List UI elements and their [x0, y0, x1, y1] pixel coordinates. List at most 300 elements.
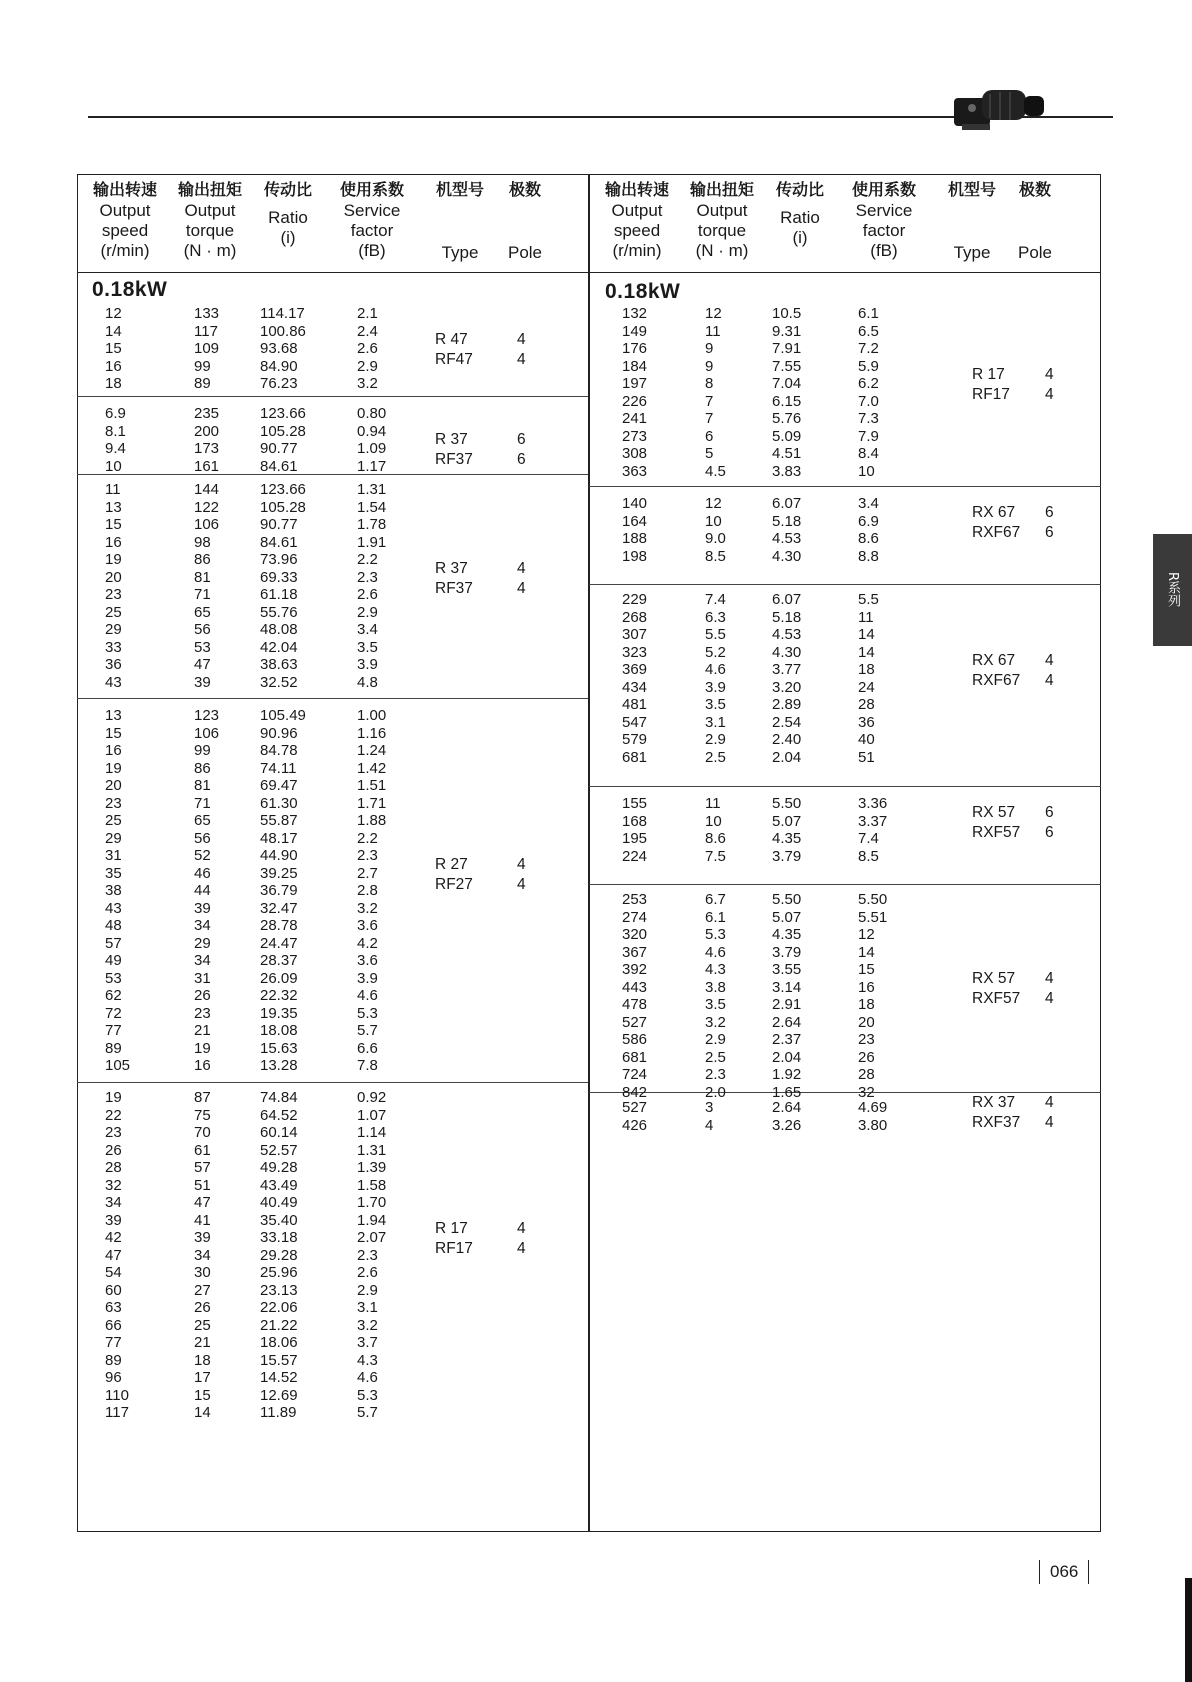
service-factor-cell: 1.88: [357, 812, 387, 829]
model-type-label: RX 37: [972, 1093, 1016, 1111]
service-factor-cell: 8.8: [858, 547, 879, 565]
pole-count-label: 4: [517, 855, 526, 873]
service-factor-cell: 23: [858, 1031, 875, 1048]
output-torque-cell: 6.3: [705, 608, 726, 626]
output-speed-cell: 308: [622, 445, 648, 462]
ratio-cell: 4.51: [772, 445, 802, 462]
output-torque-cell: 6.1: [705, 908, 726, 926]
output-speed-cell: 226: [622, 392, 648, 410]
output-speed-cell: 241: [622, 410, 648, 427]
ratio-cell: 43.49: [260, 1176, 298, 1194]
series-side-tab: R系列: [1153, 534, 1192, 646]
header-label-en: Pole: [507, 243, 543, 262]
table-row: [589, 608, 1101, 627]
output-torque-cell: 70: [194, 1124, 211, 1141]
table-row: [77, 811, 588, 830]
header-label-en: Type: [441, 243, 479, 262]
pole-count-label: 6: [517, 431, 526, 449]
service-factor-cell: 26: [858, 1048, 875, 1066]
output-speed-cell: 14: [105, 322, 122, 340]
table-row: [589, 427, 1101, 446]
ratio-cell: 61.18: [260, 586, 298, 603]
ratio-cell: 84.61: [260, 457, 298, 475]
ratio-cell: 26.09: [260, 969, 298, 987]
output-speed-cell: 54: [105, 1264, 122, 1281]
output-speed-cell: 62: [105, 987, 122, 1004]
service-factor-cell: 3.2: [357, 375, 378, 392]
spec-group: [77, 290, 588, 397]
ratio-cell: 5.09: [772, 427, 802, 445]
ratio-cell: 11.89: [260, 1404, 297, 1421]
service-factor-cell: 1.58: [357, 1176, 387, 1194]
ratio-cell: 73.96: [260, 551, 298, 568]
output-torque-cell: 34: [194, 1246, 211, 1264]
ratio-cell: 15.63: [260, 1039, 298, 1057]
spec-group: [589, 884, 1101, 1101]
header-label-en: torque: [697, 221, 747, 240]
output-speed-cell: 19: [105, 759, 122, 777]
header-label-cn: 机型号: [947, 180, 996, 199]
ratio-cell: 5.76: [772, 410, 802, 427]
table-row: [589, 304, 1101, 323]
output-speed-cell: 15: [105, 724, 122, 742]
output-torque-cell: 15: [194, 1386, 211, 1404]
table-row: [77, 480, 588, 499]
model-type-label: RXF57: [972, 989, 1021, 1007]
output-torque-cell: 235: [194, 405, 220, 422]
table-row: [77, 638, 588, 657]
service-factor-cell: 4.6: [357, 987, 378, 1004]
output-torque-cell: 3.8: [705, 978, 726, 996]
output-torque-cell: 57: [194, 1159, 211, 1176]
output-torque-cell: 21: [194, 1334, 211, 1351]
ratio-cell: 7.55: [772, 357, 802, 375]
ratio-cell: 64.52: [260, 1106, 298, 1124]
ratio-cell: 4.30: [772, 547, 802, 565]
output-speed-cell: 6.9: [105, 405, 126, 422]
output-torque-cell: 5.2: [705, 643, 726, 661]
header-label-cn: 传动比: [263, 180, 312, 199]
output-speed-cell: 724: [622, 1066, 648, 1083]
output-speed-cell: 117: [105, 1404, 129, 1421]
output-torque-cell: 44: [194, 882, 211, 899]
ratio-cell: 2.91: [772, 996, 802, 1013]
output-torque-cell: 89: [194, 375, 211, 392]
service-factor-cell: 4.3: [357, 1351, 378, 1369]
ratio-cell: 33.18: [260, 1229, 298, 1246]
service-factor-cell: 2.7: [357, 864, 378, 882]
ratio-cell: 69.33: [260, 568, 298, 586]
output-speed-cell: 96: [105, 1369, 122, 1386]
table-row: [589, 829, 1101, 848]
output-torque-cell: 17: [194, 1369, 211, 1386]
header-cell: [767, 180, 833, 248]
pole-count-label: 4: [1045, 366, 1054, 384]
ratio-cell: 35.40: [260, 1211, 298, 1229]
output-torque-cell: 4.6: [705, 943, 726, 961]
table-row: [589, 978, 1101, 997]
service-factor-cell: 4.8: [357, 673, 378, 691]
output-speed-cell: 23: [105, 794, 122, 812]
service-factor-cell: 1.31: [357, 1141, 387, 1159]
output-speed-cell: 224: [622, 847, 648, 865]
ratio-cell: 32.52: [260, 673, 298, 691]
output-speed-cell: 89: [105, 1351, 122, 1369]
header-cell: [839, 180, 929, 261]
output-speed-cell: 369: [622, 661, 648, 678]
ratio-cell: 12.69: [260, 1386, 298, 1404]
header-cell: [599, 180, 675, 261]
model-type-label: R 37: [435, 431, 468, 449]
table-row: [589, 374, 1101, 393]
service-factor-cell: 8.6: [858, 530, 879, 547]
output-torque-cell: 4: [705, 1116, 714, 1134]
left-table-header: [77, 174, 588, 273]
ratio-cell: 23.13: [260, 1281, 298, 1299]
table-row: [589, 748, 1101, 767]
output-torque-cell: 86: [194, 551, 211, 568]
ratio-cell: 84.78: [260, 742, 298, 759]
ratio-cell: 18.08: [260, 1022, 298, 1039]
output-speed-cell: 43: [105, 673, 122, 691]
output-speed-cell: 57: [105, 934, 122, 952]
output-torque-cell: 5: [705, 445, 714, 462]
service-factor-cell: 5.5: [858, 591, 879, 608]
ratio-cell: 74.11: [260, 759, 297, 777]
output-speed-cell: 77: [105, 1334, 122, 1351]
service-factor-cell: 2.9: [357, 1281, 378, 1299]
ratio-cell: 2.64: [772, 1099, 802, 1116]
table-row: [77, 1386, 588, 1405]
table-row: [77, 322, 588, 341]
output-torque-cell: 99: [194, 357, 211, 375]
header-cell: [87, 180, 163, 261]
header-label-en: Service: [855, 201, 913, 220]
output-speed-cell: 586: [622, 1031, 648, 1048]
left-panel: [77, 174, 588, 1532]
pole-count-label: 4: [1045, 1113, 1054, 1131]
pole-count-label: 6: [1045, 503, 1054, 521]
ratio-cell: 5.07: [772, 812, 802, 830]
service-factor-cell: 3.37: [858, 812, 888, 830]
ratio-cell: 39.25: [260, 864, 298, 882]
output-torque-cell: 3.1: [705, 713, 726, 731]
output-torque-cell: 41: [194, 1211, 211, 1229]
output-torque-cell: 123: [194, 707, 220, 724]
service-factor-cell: 28: [858, 1066, 875, 1083]
output-speed-cell: 579: [622, 731, 648, 748]
header-label-en: Ratio: [780, 208, 820, 227]
service-factor-cell: 1.54: [357, 498, 387, 516]
output-torque-cell: 3.5: [705, 696, 726, 713]
output-torque-cell: 19: [194, 1039, 211, 1057]
ratio-cell: 9.31: [772, 322, 802, 340]
model-type-label: R 37: [435, 559, 468, 577]
header-cell: [255, 180, 321, 248]
table-row: [77, 951, 588, 970]
ratio-cell: 3.20: [772, 678, 802, 696]
header-label-cn: 使用系数: [339, 180, 404, 199]
table-row: [77, 1403, 588, 1422]
output-speed-cell: 34: [105, 1194, 122, 1211]
table-row: [77, 1123, 588, 1142]
output-speed-cell: 49: [105, 952, 122, 969]
model-type-label: RF27: [435, 875, 473, 893]
pole-count-label: 4: [517, 559, 526, 577]
output-torque-cell: 2.5: [705, 1048, 726, 1066]
ratio-cell: 52.57: [260, 1141, 298, 1159]
output-torque-cell: 6: [705, 427, 714, 445]
table-row: [77, 1193, 588, 1212]
table-row: [589, 925, 1101, 944]
ratio-cell: 55.76: [260, 603, 298, 621]
output-torque-cell: 47: [194, 1194, 211, 1211]
table-row: [77, 969, 588, 988]
service-factor-cell: 1.70: [357, 1194, 387, 1211]
ratio-cell: 21.22: [260, 1316, 298, 1334]
service-factor-cell: 7.4: [858, 830, 879, 847]
header-label-en: Pole: [1017, 243, 1053, 262]
output-speed-cell: 60: [105, 1281, 122, 1299]
ratio-cell: 29.28: [260, 1246, 298, 1264]
output-speed-cell: 36: [105, 656, 122, 673]
output-torque-cell: 5.5: [705, 626, 726, 643]
ratio-cell: 38.63: [260, 656, 298, 673]
service-factor-cell: 1.78: [357, 516, 387, 533]
ratio-cell: 74.84: [260, 1089, 298, 1106]
ratio-cell: 40.49: [260, 1194, 298, 1211]
output-torque-cell: 81: [194, 568, 211, 586]
service-factor-cell: 5.7: [357, 1404, 378, 1421]
header-label-cn: 输出扭矩: [689, 180, 754, 199]
service-factor-cell: 7.2: [858, 340, 879, 357]
pole-count-label: 4: [1045, 1093, 1054, 1111]
service-factor-cell: 16: [858, 978, 875, 996]
table-row: [589, 695, 1101, 714]
output-speed-cell: 527: [622, 1099, 648, 1116]
ratio-cell: 90.77: [260, 516, 298, 533]
service-factor-cell: 2.07: [357, 1229, 387, 1246]
ratio-cell: 3.79: [772, 943, 802, 961]
model-type-label: RX 67: [972, 503, 1016, 521]
ratio-cell: 48.17: [260, 829, 298, 847]
pole-count-label: 4: [517, 875, 526, 893]
service-factor-cell: 1.17: [357, 457, 387, 475]
service-factor-cell: 2.2: [357, 551, 378, 568]
output-speed-cell: 184: [622, 357, 648, 375]
table-row: [77, 1281, 588, 1300]
pole-count-label: 4: [517, 1220, 526, 1238]
ratio-cell: 105.49: [260, 707, 306, 724]
output-speed-cell: 20: [105, 568, 122, 586]
header-label-en: (i): [792, 228, 808, 247]
output-speed-cell: 392: [622, 961, 648, 978]
ratio-cell: 1.65: [772, 1083, 802, 1101]
table-row: [589, 357, 1101, 376]
table-row: [589, 890, 1101, 909]
service-factor-cell: 2.9: [357, 357, 378, 375]
model-type-label: RX 67: [972, 652, 1016, 670]
table-row: [589, 908, 1101, 927]
output-torque-cell: 16: [194, 1057, 211, 1074]
table-row: [77, 1004, 588, 1023]
ratio-cell: 90.77: [260, 440, 298, 457]
model-type-label: RXF57: [972, 823, 1021, 841]
table-row: [77, 439, 588, 458]
table-row: [589, 713, 1101, 732]
output-speed-cell: 19: [105, 1089, 122, 1106]
output-torque-cell: 51: [194, 1176, 211, 1194]
output-torque-cell: 2.0: [705, 1083, 726, 1101]
output-speed-cell: 66: [105, 1316, 122, 1334]
output-speed-cell: 478: [622, 996, 648, 1013]
pole-count-label: 4: [517, 579, 526, 597]
output-speed-cell: 307: [622, 626, 648, 643]
output-torque-cell: 173: [194, 440, 220, 457]
service-factor-cell: 7.0: [858, 392, 879, 410]
service-factor-cell: 40: [858, 731, 875, 748]
model-type-label: R 17: [972, 366, 1005, 384]
service-factor-cell: 32: [858, 1083, 875, 1101]
model-type-label: R 17: [435, 1220, 468, 1238]
ratio-cell: 76.23: [260, 375, 298, 392]
output-torque-cell: 75: [194, 1106, 211, 1124]
service-factor-cell: 14: [858, 643, 875, 661]
output-torque-cell: 3: [705, 1099, 714, 1116]
service-factor-cell: 2.1: [357, 305, 378, 322]
model-type-label: RXF67: [972, 672, 1021, 690]
service-factor-cell: 7.9: [858, 427, 879, 445]
edge-mark: [1185, 1578, 1192, 1682]
output-speed-cell: 842: [622, 1083, 648, 1101]
table-row: [589, 960, 1101, 979]
output-speed-cell: 12: [105, 305, 122, 322]
table-row: [77, 794, 588, 813]
output-torque-cell: 10: [705, 512, 722, 530]
header-label-en: (N · m): [183, 241, 237, 260]
output-speed-cell: 195: [622, 830, 648, 847]
table-row: [77, 533, 588, 552]
service-factor-cell: 18: [858, 996, 875, 1013]
service-factor-cell: 6.6: [357, 1039, 378, 1057]
output-speed-cell: 48: [105, 917, 122, 934]
output-speed-cell: 77: [105, 1022, 122, 1039]
ratio-cell: 25.96: [260, 1264, 298, 1281]
output-speed-cell: 176: [622, 340, 648, 357]
pole-count-label: 4: [1045, 989, 1054, 1007]
pole-count-label: 6: [517, 451, 526, 469]
header-label-en: Service: [343, 201, 401, 220]
output-speed-cell: 10: [105, 457, 122, 475]
table-row: [77, 1351, 588, 1370]
output-torque-cell: 4.3: [705, 961, 726, 978]
output-speed-cell: 43: [105, 899, 122, 917]
gear-motor-icon: [952, 84, 1048, 132]
output-torque-cell: 144: [194, 481, 220, 498]
header-label-en: Ratio: [268, 208, 308, 227]
ratio-cell: 36.79: [260, 882, 298, 899]
table-row: [589, 1048, 1101, 1067]
output-torque-cell: 23: [194, 1004, 211, 1022]
service-factor-cell: 14: [858, 943, 875, 961]
output-torque-cell: 9.0: [705, 530, 726, 547]
table-row: [77, 1316, 588, 1335]
model-type-label: RXF67: [972, 523, 1021, 541]
table-row: [589, 590, 1101, 609]
table-row: [77, 1368, 588, 1387]
header-label-en: (fB): [870, 241, 898, 260]
header-cell: [501, 180, 549, 262]
table-row: [589, 339, 1101, 358]
ratio-cell: 3.79: [772, 847, 802, 865]
service-factor-cell: 4.69: [858, 1099, 888, 1116]
ratio-cell: 10.5: [772, 305, 802, 322]
output-torque-cell: 7: [705, 392, 714, 410]
output-torque-cell: 2.5: [705, 748, 726, 766]
table-row: [77, 899, 588, 918]
ratio-cell: 61.30: [260, 794, 298, 812]
output-speed-cell: 35: [105, 864, 122, 882]
service-factor-cell: 51: [858, 748, 875, 766]
table-row: [77, 724, 588, 743]
output-torque-cell: 30: [194, 1264, 211, 1281]
service-factor-cell: 2.3: [357, 1246, 378, 1264]
header-cell: [172, 180, 248, 261]
table-row: [589, 995, 1101, 1014]
ratio-cell: 60.14: [260, 1124, 298, 1141]
service-factor-cell: 3.80: [858, 1116, 888, 1134]
table-row: [589, 847, 1101, 866]
model-type-label: R 47: [435, 331, 468, 349]
ratio-cell: 1.92: [772, 1066, 802, 1083]
service-factor-cell: 5.3: [357, 1386, 378, 1404]
table-row: [77, 1141, 588, 1160]
header-label-cn: 输出转速: [92, 180, 157, 199]
service-factor-cell: 7.3: [858, 410, 879, 427]
output-torque-cell: 31: [194, 969, 211, 987]
header-label-cn: 传动比: [775, 180, 824, 199]
header-label-en: (i): [280, 228, 296, 247]
table-row: [77, 357, 588, 376]
service-factor-cell: 3.2: [357, 899, 378, 917]
output-torque-cell: 56: [194, 829, 211, 847]
table-row: [77, 1176, 588, 1195]
header-label-cn: 极数: [508, 180, 541, 199]
ratio-cell: 123.66: [260, 405, 306, 422]
service-factor-cell: 24: [858, 678, 875, 696]
service-factor-cell: 6.9: [858, 512, 879, 530]
output-torque-cell: 71: [194, 586, 211, 603]
ratio-cell: 4.35: [772, 830, 802, 847]
output-speed-cell: 253: [622, 891, 648, 908]
header-label-en: factor: [862, 221, 906, 240]
ratio-cell: 5.50: [772, 891, 802, 908]
output-torque-cell: 39: [194, 899, 211, 917]
output-speed-cell: 42: [105, 1229, 122, 1246]
table-row: [77, 829, 588, 848]
table-row: [77, 1228, 588, 1247]
output-torque-cell: 8.6: [705, 830, 726, 847]
table-row: [77, 655, 588, 674]
ratio-cell: 5.50: [772, 795, 802, 812]
table-row: [77, 457, 588, 476]
table-row: [77, 881, 588, 900]
ratio-cell: 5.18: [772, 608, 802, 626]
table-row: [77, 759, 588, 778]
model-type-label: R 27: [435, 855, 468, 873]
header-cell: [425, 180, 495, 262]
model-type-label: RX 57: [972, 969, 1016, 987]
